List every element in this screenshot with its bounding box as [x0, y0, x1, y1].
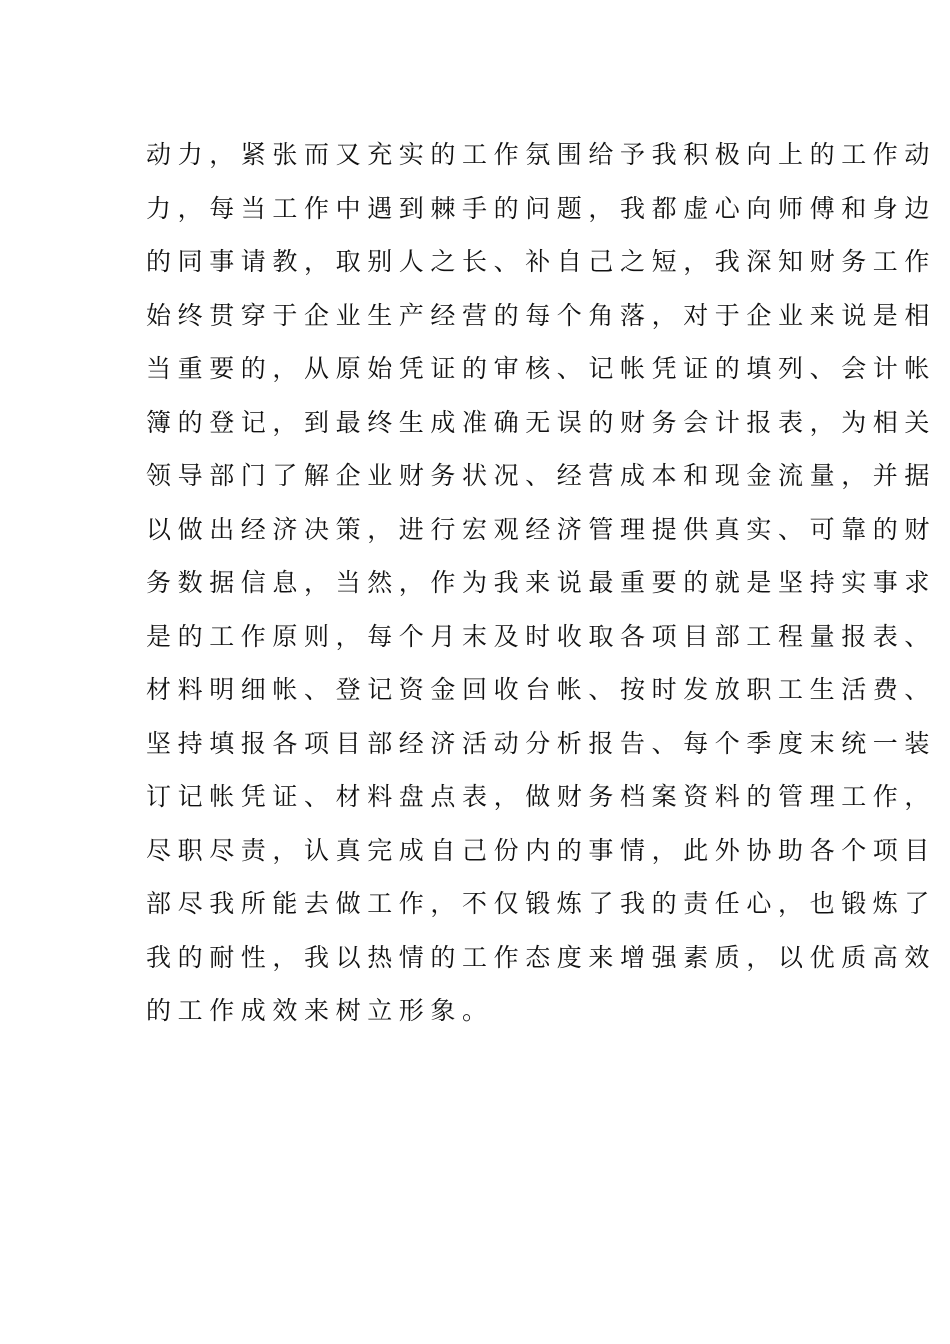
text-line: 动力，紧张而又充实的工作氛围给予我积极向上的工作动 — [146, 140, 937, 169]
text-line: 坚持填报各项目部经济活动分析报告、每个季度末统一装 — [146, 728, 937, 758]
text-line: 材料明细帐、登记资金回收台帐、按时发放职工生活费、 — [146, 675, 937, 704]
body-paragraph — [146, 128, 937, 1038]
text-line: 以做出经济决策，进行宏观经济管理提供真实、可靠的财 — [146, 514, 937, 544]
text-line: 的同事请教，取别人之长、补自己之短，我深知财务工作 — [146, 247, 937, 276]
text-line: 始终贯穿于企业生产经营的每个角落，对于企业来说是相 — [146, 300, 937, 330]
text-line: 订记帐凭证、材料盘点表，做财务档案资料的管理工作， — [146, 782, 937, 811]
text-line: 尽职尽责，认真完成自己份内的事情，此外协助各个项目 — [146, 835, 937, 865]
text-line: 部尽我所能去做工作，不仅锻炼了我的责任心，也锻炼了 — [146, 889, 937, 918]
text-line: 当重要的，从原始凭证的审核、记帐凭证的填列、会计帐 — [146, 354, 937, 383]
text-line: 的工作成效来树立形象。 — [146, 996, 494, 1025]
text-line: 簿的登记，到最终生成准确无误的财务会计报表，为相关 — [146, 407, 937, 437]
text-line: 领导部门了解企业财务状况、经营成本和现金流量，并据 — [146, 461, 937, 490]
text-line: 力，每当工作中遇到棘手的问题，我都虚心向师傅和身边 — [146, 193, 937, 223]
text-line: 务数据信息，当然，作为我来说最重要的就是坚持实事求 — [146, 568, 937, 597]
text-line: 我的耐性，我以热情的工作态度来增强素质，以优质高效 — [146, 942, 937, 972]
text-line: 是的工作原则，每个月末及时收取各项目部工程量报表、 — [146, 621, 937, 651]
